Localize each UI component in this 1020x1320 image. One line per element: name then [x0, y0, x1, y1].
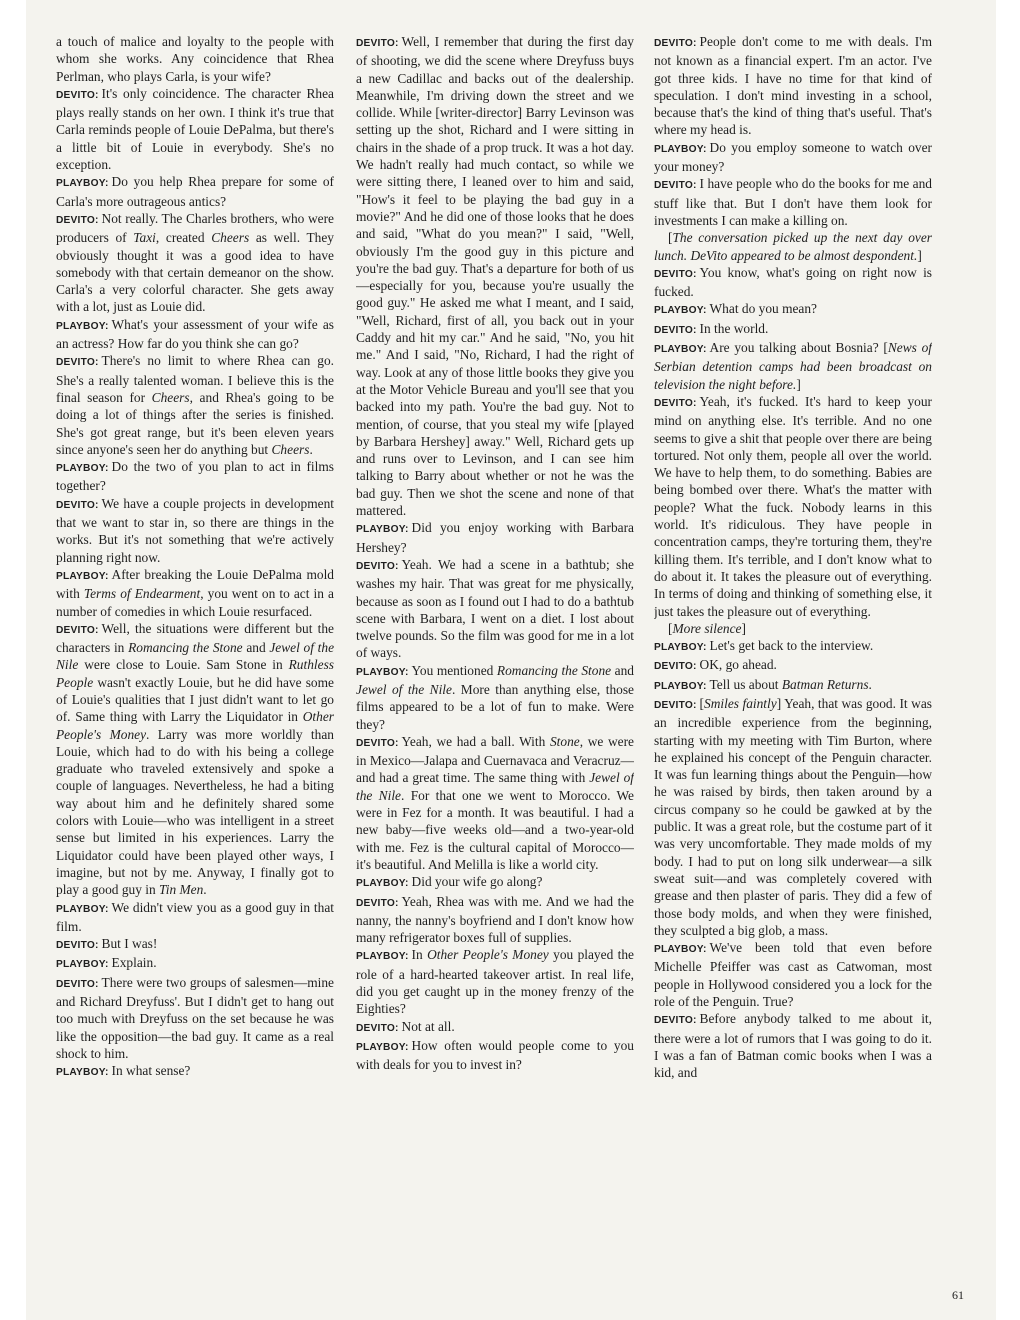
interview-paragraph: [56, 620, 334, 899]
interview-paragraph: [356, 1037, 634, 1074]
italic-text: Batman Returns: [781, 676, 869, 692]
body-text: Let's get back to the interview.: [709, 638, 874, 654]
speaker-label: DEVITO:: [56, 940, 99, 952]
speaker-label: DEVITO:: [56, 978, 99, 990]
speaker-label: DEVITO:: [356, 38, 399, 49]
body-text: ]: [741, 620, 746, 636]
body-text: Well, the situations were different but the characters in: [56, 620, 334, 656]
body-text: [: [668, 620, 673, 636]
speaker-label: PLAYBOY:: [654, 344, 707, 356]
speaker-label: PLAYBOY:: [356, 666, 409, 678]
speaker-label: PLAYBOY:: [56, 903, 109, 915]
speaker-label: PLAYBOY:: [654, 143, 707, 155]
body-text: . More than anything else, those films appeared to be a lot of fun to make. Were they?: [356, 681, 634, 732]
interview-paragraph: [56, 935, 334, 954]
interview-paragraph: [356, 893, 634, 947]
body-text: wasn't exactly Louie, but he did have some of Louie's qualities that I just didn't want to let go of. Same thing with Larry the Liquidator in: [56, 674, 334, 725]
italic-text: Terms of Endearment: [83, 586, 201, 602]
body-text: In what sense?: [111, 1063, 191, 1079]
interview-paragraph: [356, 519, 634, 556]
speaker-label: PLAYBOY:: [56, 959, 109, 971]
interview-paragraph: [56, 899, 334, 936]
interview-paragraph: [356, 733, 634, 873]
italic-text: Cheers: [271, 441, 310, 457]
editorial-note: [654, 229, 932, 264]
interview-paragraph: [654, 33, 932, 139]
speaker-label: DEVITO:: [654, 661, 697, 673]
body-text: We have a couple projects in development that we want to star in, so there are things in the works. But it's not something that we're actively planning right now.: [56, 495, 334, 565]
body-text: .: [309, 441, 313, 457]
body-text: We've been told that even before Michelle Pfeiffer was cast as Catwoman, most people in Hollywood considered you a lock for the role of the Penguin. True?: [654, 940, 932, 1010]
body-text: What's your assessment of your wife as an actress? How far do you think she can go?: [56, 316, 334, 352]
body-text: How often would people come to you with deals for you to invest in?: [356, 1037, 634, 1073]
body-text: were close to Louie. Sam Stone in: [78, 657, 289, 673]
body-text: Are you talking about Bosnia? [: [709, 340, 888, 356]
interview-paragraph: [56, 85, 334, 173]
body-text: Yeah, we had a ball. With: [401, 733, 550, 749]
interview-paragraph: [654, 300, 932, 319]
speaker-label: DEVITO:: [356, 560, 399, 572]
body-text: Explain.: [111, 955, 157, 971]
body-text: Yeah, Rhea was with me. And we had the nanny, the nanny's boyfriend and I don't know how many refrigerator boxes full of supplies.: [356, 893, 634, 946]
speaker-label: PLAYBOY:: [56, 178, 109, 190]
body-text: and: [611, 662, 634, 678]
speaker-label: DEVITO:: [356, 737, 399, 749]
interview-paragraph: [56, 33, 334, 85]
italic-text: Jewel of the Nile: [356, 770, 634, 803]
page-number: 61: [952, 1288, 964, 1302]
interview-paragraph: [56, 974, 334, 1062]
interview-paragraph: [56, 316, 334, 353]
interview-paragraph: [654, 264, 932, 301]
speaker-label: PLAYBOY:: [654, 305, 707, 317]
body-text: . For that one we went to Morocco. We were in Fez for a month. It was beautiful. I had a new baby—five weeks old—and a two-year-old with me. Fez is the cultural capital of Morocco—it's beautiful. And Melilla is like a world city.: [356, 787, 634, 872]
interview-paragraph: [654, 676, 932, 695]
body-text: a touch of malice and loyalty to the people with whom she works. Any coincidence that Rhea Perlman, who plays Carla, is your wife?: [56, 34, 334, 84]
speaker-label: PLAYBOY:: [654, 944, 707, 956]
speaker-label: DEVITO:: [654, 38, 697, 49]
interview-paragraph: [56, 1062, 334, 1081]
body-text: It's only coincidence. The character Rhea plays really stands on her own. I think it's true that Carla reminds people of Louie DePalma, but there's a little bit of Louie in everybody. She's no exception.: [56, 85, 334, 173]
interview-paragraph: [654, 139, 932, 176]
speaker-label: DEVITO:: [654, 1015, 697, 1027]
body-text: ] Yeah, that was good. It was an incredible experience from the beginning, starting with my meeting with Tim Burton, where he explained his concept of the Penguin character. It was fun learning things about the Penguin—how he was raised by birds, then taken around by a circus company so he could be gawked at by the public. It was a great role, but the costume part of it was very uncomfortable. They made molds of my body. I had to put on long silk underwear—a silk sweat suit—and was completely covered with grease and then plaster of paris. They did a few of those body molds, and when they were finished, they sculpted a big glob, a mass.: [654, 695, 932, 938]
body-text: Yeah, it's fucked. It's hard to keep your mind on anything else. It's terrible. And no one seems to give a shit that people over there are being tortured. Not only them, people all over the world. We have to help them, to do something. Babies are being bombed over there. What's the matter with people? What the fuck. Nobody learns in this world. It's ridiculous. They have people in concentration camps, they're torturing them, they're killing them. It's terrible, and I don't know what to do about it. It takes the pleasure out of everything. In terms of doing and thinking of something else, it just takes the pleasure out of everything.: [654, 393, 932, 619]
body-text: ]: [796, 376, 801, 392]
interview-paragraph: [654, 1010, 932, 1081]
interview-paragraph: [356, 556, 634, 662]
speaker-label: PLAYBOY:: [654, 642, 707, 654]
speaker-label: PLAYBOY:: [56, 463, 109, 475]
body-text: Before anybody talked to me about it, there were a lot of rumors that I was going to do it. I was a fan of Batman comic books when I was a kid, and: [654, 1011, 932, 1081]
speaker-label: PLAYBOY:: [356, 878, 409, 890]
body-text: There were two groups of salesmen—mine and Richard Dreyfuss'. But I didn't get to hang out too much with Dreyfuss on the set because he was like the opposition—the bad guy. It came as a real shock to him.: [56, 974, 334, 1061]
interview-paragraph: [56, 495, 334, 566]
body-text: Well, I remember that during the first day of shooting, we did the scene where Dreyfuss buys a new Cadillac and backs out of the dealership. Meanwhile, I'm driving down the street and we collide. While [writer-director] Barry Levinson was setting up the shot, Richard and I were sitting in chairs in the shade of a prop truck. It was a hot day. We hadn't really had much contact, so while we were sitting there, I leaned over to him and said, "How's it feel to be playing the bad guy in a movie?" And he did one of those looks that he does and said, "What do you mean?" I said, "Well, obviously I'm the good guy in this picture and you're the bad guy. That's a departure for both of us—especially for you, because you're usually the good guy." He asked me what I meant, and I said, "Well, Richard, first of all, you back out in your Caddy and hit my car." And he said, "No, you hit me." And I said, "No, Richard, I had the right of way. Look at any of those little books they give you at the Motor Vehicle Bureau and you'll see that you backed into my path. You're the bad guy. Not to mention, of course, that you steal my wife [played by Barbara Hershey] away." Well, Richard gets up and runs over to Levinson, and I can see him talking to Barry about whether or not he was the bad guy. Then we shot the scene and none of that mattered.: [356, 34, 634, 519]
body-text: In the world.: [699, 320, 769, 336]
speaker-label: PLAYBOY:: [56, 1067, 109, 1079]
speaker-label: DEVITO:: [56, 357, 99, 369]
body-text: People don't come to me with deals. I'm not known as a financial expert. I'm an actor. I've got three kids. I have no time for that kind of speculation. I don't mind investing in a school, because that's the kind of thing that's useful. That's where my head is.: [654, 34, 932, 138]
speaker-label: PLAYBOY:: [654, 680, 707, 692]
speaker-label: DEVITO:: [654, 268, 697, 280]
body-text: [: [668, 230, 673, 246]
speaker-label: PLAYBOY:: [356, 1041, 409, 1053]
italic-text: Tin Men: [159, 882, 204, 898]
body-text: and: [242, 640, 270, 656]
speaker-label: DEVITO:: [56, 214, 99, 226]
italic-text: News of Serbian detention camps had been broadcast on television the night before.: [654, 340, 932, 392]
body-text: I have people who do the books for me and stuff like that. But I don't have them look for investments I can make a killing on.: [654, 176, 932, 228]
body-text: Yeah. We had a scene in a bathtub; she washes my hair. That was great for me physically, because as soon as I found out I had to do a bathtub scene with Barbara, I went on a diet. I lost about twelve pounds. So the film was good for me in a lot of ways.: [356, 556, 634, 661]
editorial-note: [654, 620, 932, 637]
interview-paragraph: [56, 954, 334, 973]
body-text: In: [411, 947, 428, 963]
interview-paragraph: [56, 458, 334, 495]
speaker-label: PLAYBOY:: [356, 951, 409, 963]
italic-text: Stone: [549, 733, 580, 749]
interview-paragraph: [56, 210, 334, 316]
interview-paragraph: [56, 566, 334, 620]
speaker-label: DEVITO:: [654, 180, 697, 192]
body-text: Do the two of you plan to act in films together?: [56, 459, 334, 494]
interview-paragraph: [654, 695, 932, 939]
italic-text: The conversation picked up the next day over lunch. DeVito appeared to be almost despondent.: [654, 230, 932, 263]
body-text: You know, what's going on right now is fucked.: [654, 264, 932, 300]
body-text: Do you employ someone to watch over your money?: [654, 139, 932, 175]
speaker-label: PLAYBOY:: [356, 524, 409, 536]
body-text: We didn't view you as a good guy in that film.: [56, 899, 334, 934]
speaker-label: DEVITO:: [654, 324, 697, 336]
text-column-2: [356, 33, 634, 1278]
italic-text: Jewel of the Nile: [56, 640, 334, 673]
text-column-3: [654, 33, 932, 1278]
text-column-1: [56, 33, 334, 1278]
interview-paragraph: [654, 656, 932, 675]
body-text: , and Rhea's going to be doing a lot of things after the series is finished. She's got great range, but it's been eleven years since anyone's seen her do anything but: [56, 389, 334, 457]
interview-paragraph: [654, 320, 932, 339]
interview-paragraph: [356, 33, 634, 519]
speaker-label: PLAYBOY:: [56, 570, 109, 582]
interview-paragraph: [654, 175, 932, 229]
body-text: What do you mean?: [709, 301, 818, 317]
body-text: you played the role of a hard-hearted takeover artist. In real life, did you get caught up in the money frenzy of the Eighties?: [356, 947, 634, 1017]
body-text: , we were in Mexico—Jalapa and Cuernavaca and Veracruz—and had a great time. The same thing with: [356, 733, 634, 786]
italic-text: Cheers: [151, 389, 190, 405]
body-text: , created: [155, 230, 212, 246]
speaker-label: DEVITO:: [56, 624, 99, 636]
italic-text: Other People's Money: [427, 947, 549, 963]
italic-text: Romancing the Stone: [496, 662, 612, 678]
body-text: .: [868, 676, 872, 692]
body-text: OK, go ahead.: [699, 657, 777, 673]
body-text: But I was!: [101, 936, 158, 952]
body-text: There's no limit to where Rhea can go. She's a really talented woman. I believe this is the final season for: [56, 353, 334, 405]
interview-paragraph: [356, 946, 634, 1017]
body-text: After breaking the Louie DePalma mold with: [56, 566, 334, 602]
body-text: [: [699, 695, 705, 711]
body-text: Do you help Rhea prepare for some of Carla's more outrageous antics?: [56, 174, 334, 209]
interview-paragraph: [356, 873, 634, 892]
body-text: , you went on to act in a number of comedies in which Louie resurfaced.: [56, 586, 334, 619]
interview-paragraph: [654, 637, 932, 656]
italic-text: Smiles faintly: [704, 695, 777, 711]
italic-text: Other People's Money: [56, 709, 334, 742]
interview-paragraph: [56, 352, 334, 458]
speaker-label: PLAYBOY:: [56, 320, 109, 332]
italic-text: Taxi: [133, 230, 156, 246]
body-text: Did your wife go along?: [411, 874, 543, 890]
body-text: Did you enjoy working with Barbara Hershey?: [356, 520, 634, 555]
speaker-label: DEVITO:: [356, 897, 399, 909]
italic-text: Cheers: [211, 230, 250, 246]
body-text: as well. They obviously thought it was a good idea to have somebody with that certain demeanor on the show. Carla's a very colorful character. She gets away with a lot, just as Louie did.: [56, 230, 334, 315]
body-text: Tell us about: [709, 676, 782, 692]
interview-paragraph: [654, 939, 932, 1010]
body-text: You mentioned: [411, 662, 497, 678]
interview-paragraph: [56, 173, 334, 210]
body-text: .: [203, 882, 207, 898]
speaker-label: DEVITO:: [356, 1022, 399, 1034]
speaker-label: DEVITO:: [654, 397, 697, 409]
interview-paragraph: [356, 662, 634, 733]
body-text: Not at all.: [401, 1018, 455, 1034]
interview-paragraph: [356, 1018, 634, 1037]
body-text: ]: [917, 247, 922, 263]
body-text: . Larry was more worldly than Louie, which had to do with his being a college graduate who traveled extensively and spoke a couple of languages. Nevertheless, he had a biting way about him and he definitely shared some colors with Louie—who was intelligent in a street sense but limited in his experiences. Larry the Liquidator could have been played other ways, I imagine, but not by me. Anyway, I finally got to play a good guy in: [56, 726, 334, 898]
interview-paragraph: [654, 339, 932, 393]
speaker-label: DEVITO:: [56, 89, 99, 101]
body-text: Not really. The Charles brothers, who were producers of: [56, 210, 334, 246]
italic-text: Romancing the Stone: [128, 640, 243, 656]
magazine-page: [26, 0, 996, 1320]
speaker-label: DEVITO:: [654, 699, 697, 711]
speaker-label: DEVITO:: [56, 499, 99, 511]
italic-text: Ruthless People: [56, 657, 334, 690]
interview-paragraph: [654, 393, 932, 620]
italic-text: Jewel of the Nile: [356, 681, 452, 697]
italic-text: More silence: [672, 620, 742, 636]
